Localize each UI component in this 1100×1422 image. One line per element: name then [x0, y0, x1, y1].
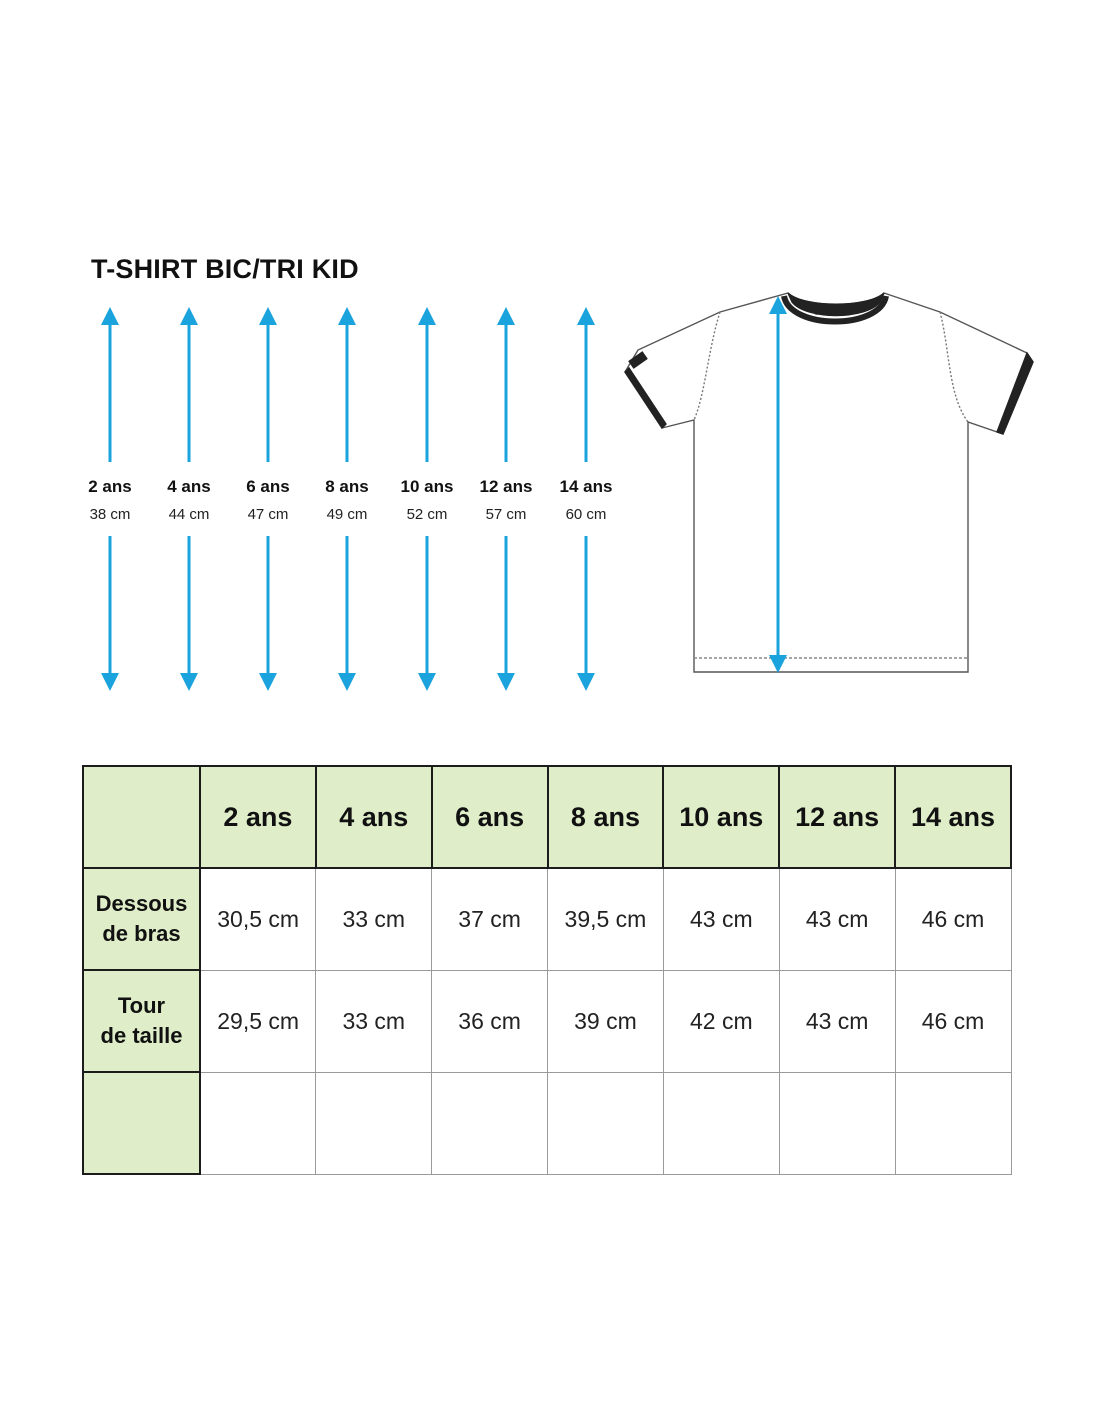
table-cell: 39,5 cm	[548, 868, 664, 970]
table-header-row	[83, 766, 1011, 868]
row-header	[83, 970, 200, 1072]
table-cell	[316, 1072, 432, 1174]
table-cell: 42 cm	[663, 970, 779, 1072]
table-row	[83, 1072, 1011, 1174]
column-header: 6 ans	[432, 766, 548, 868]
table-cell: 43 cm	[663, 868, 779, 970]
tshirt-icon	[625, 293, 1033, 672]
column-header: 12 ans	[779, 766, 895, 868]
table-cell: 46 cm	[895, 970, 1011, 1072]
table-row	[83, 970, 1011, 1072]
size-label-6-ans	[223, 476, 313, 525]
row-header-line: de taille	[100, 1023, 183, 1048]
size-length: 49 cm	[326, 506, 368, 523]
table-cell: 30,5 cm	[200, 868, 316, 970]
table-cell: 33 cm	[316, 868, 432, 970]
size-length: 60 cm	[565, 506, 607, 523]
table-cell	[548, 1072, 664, 1174]
size-length: 57 cm	[485, 506, 527, 523]
size-age: 2 ans	[88, 477, 132, 496]
size-label-14-ans	[541, 476, 631, 525]
table-cell: 29,5 cm	[200, 970, 316, 1072]
table-cell	[895, 1072, 1011, 1174]
table-row	[83, 868, 1011, 970]
size-age: 4 ans	[167, 477, 211, 496]
size-length: 52 cm	[406, 506, 448, 523]
size-label-10-ans	[382, 476, 472, 525]
row-header-line: Tour	[117, 993, 166, 1018]
table-cell: 43 cm	[779, 970, 895, 1072]
size-label-4-ans	[144, 476, 234, 525]
size-length: 44 cm	[168, 506, 210, 523]
size-age: 6 ans	[246, 477, 290, 496]
table-cell: 39 cm	[548, 970, 664, 1072]
size-age: 8 ans	[325, 477, 369, 496]
row-header-line: Dessous	[95, 891, 188, 916]
column-header: 2 ans	[200, 766, 316, 868]
size-table	[82, 765, 1012, 1175]
row-header	[83, 868, 200, 970]
table-cell	[200, 1072, 316, 1174]
table-cell: 43 cm	[779, 868, 895, 970]
table-cell	[779, 1072, 895, 1174]
table-corner-cell	[83, 766, 200, 868]
table-cell: 33 cm	[316, 970, 432, 1072]
table-cell: 37 cm	[432, 868, 548, 970]
size-age: 12 ans	[479, 477, 533, 496]
column-header: 8 ans	[548, 766, 664, 868]
size-label-8-ans	[302, 476, 392, 525]
size-label-12-ans	[461, 476, 551, 525]
row-header-line: de bras	[102, 921, 181, 946]
table-cell: 36 cm	[432, 970, 548, 1072]
table-cell	[663, 1072, 779, 1174]
page-title: T-SHIRT BIC/TRI KID	[91, 254, 359, 284]
column-header: 10 ans	[663, 766, 779, 868]
size-length: 38 cm	[89, 506, 131, 523]
column-header: 14 ans	[895, 766, 1011, 868]
size-age: 10 ans	[400, 477, 454, 496]
table-cell: 46 cm	[895, 868, 1011, 970]
size-label-2-ans	[65, 476, 155, 525]
table-cell	[432, 1072, 548, 1174]
row-header	[83, 1072, 200, 1174]
column-header: 4 ans	[316, 766, 432, 868]
size-length: 47 cm	[247, 506, 289, 523]
size-age: 14 ans	[559, 477, 613, 496]
